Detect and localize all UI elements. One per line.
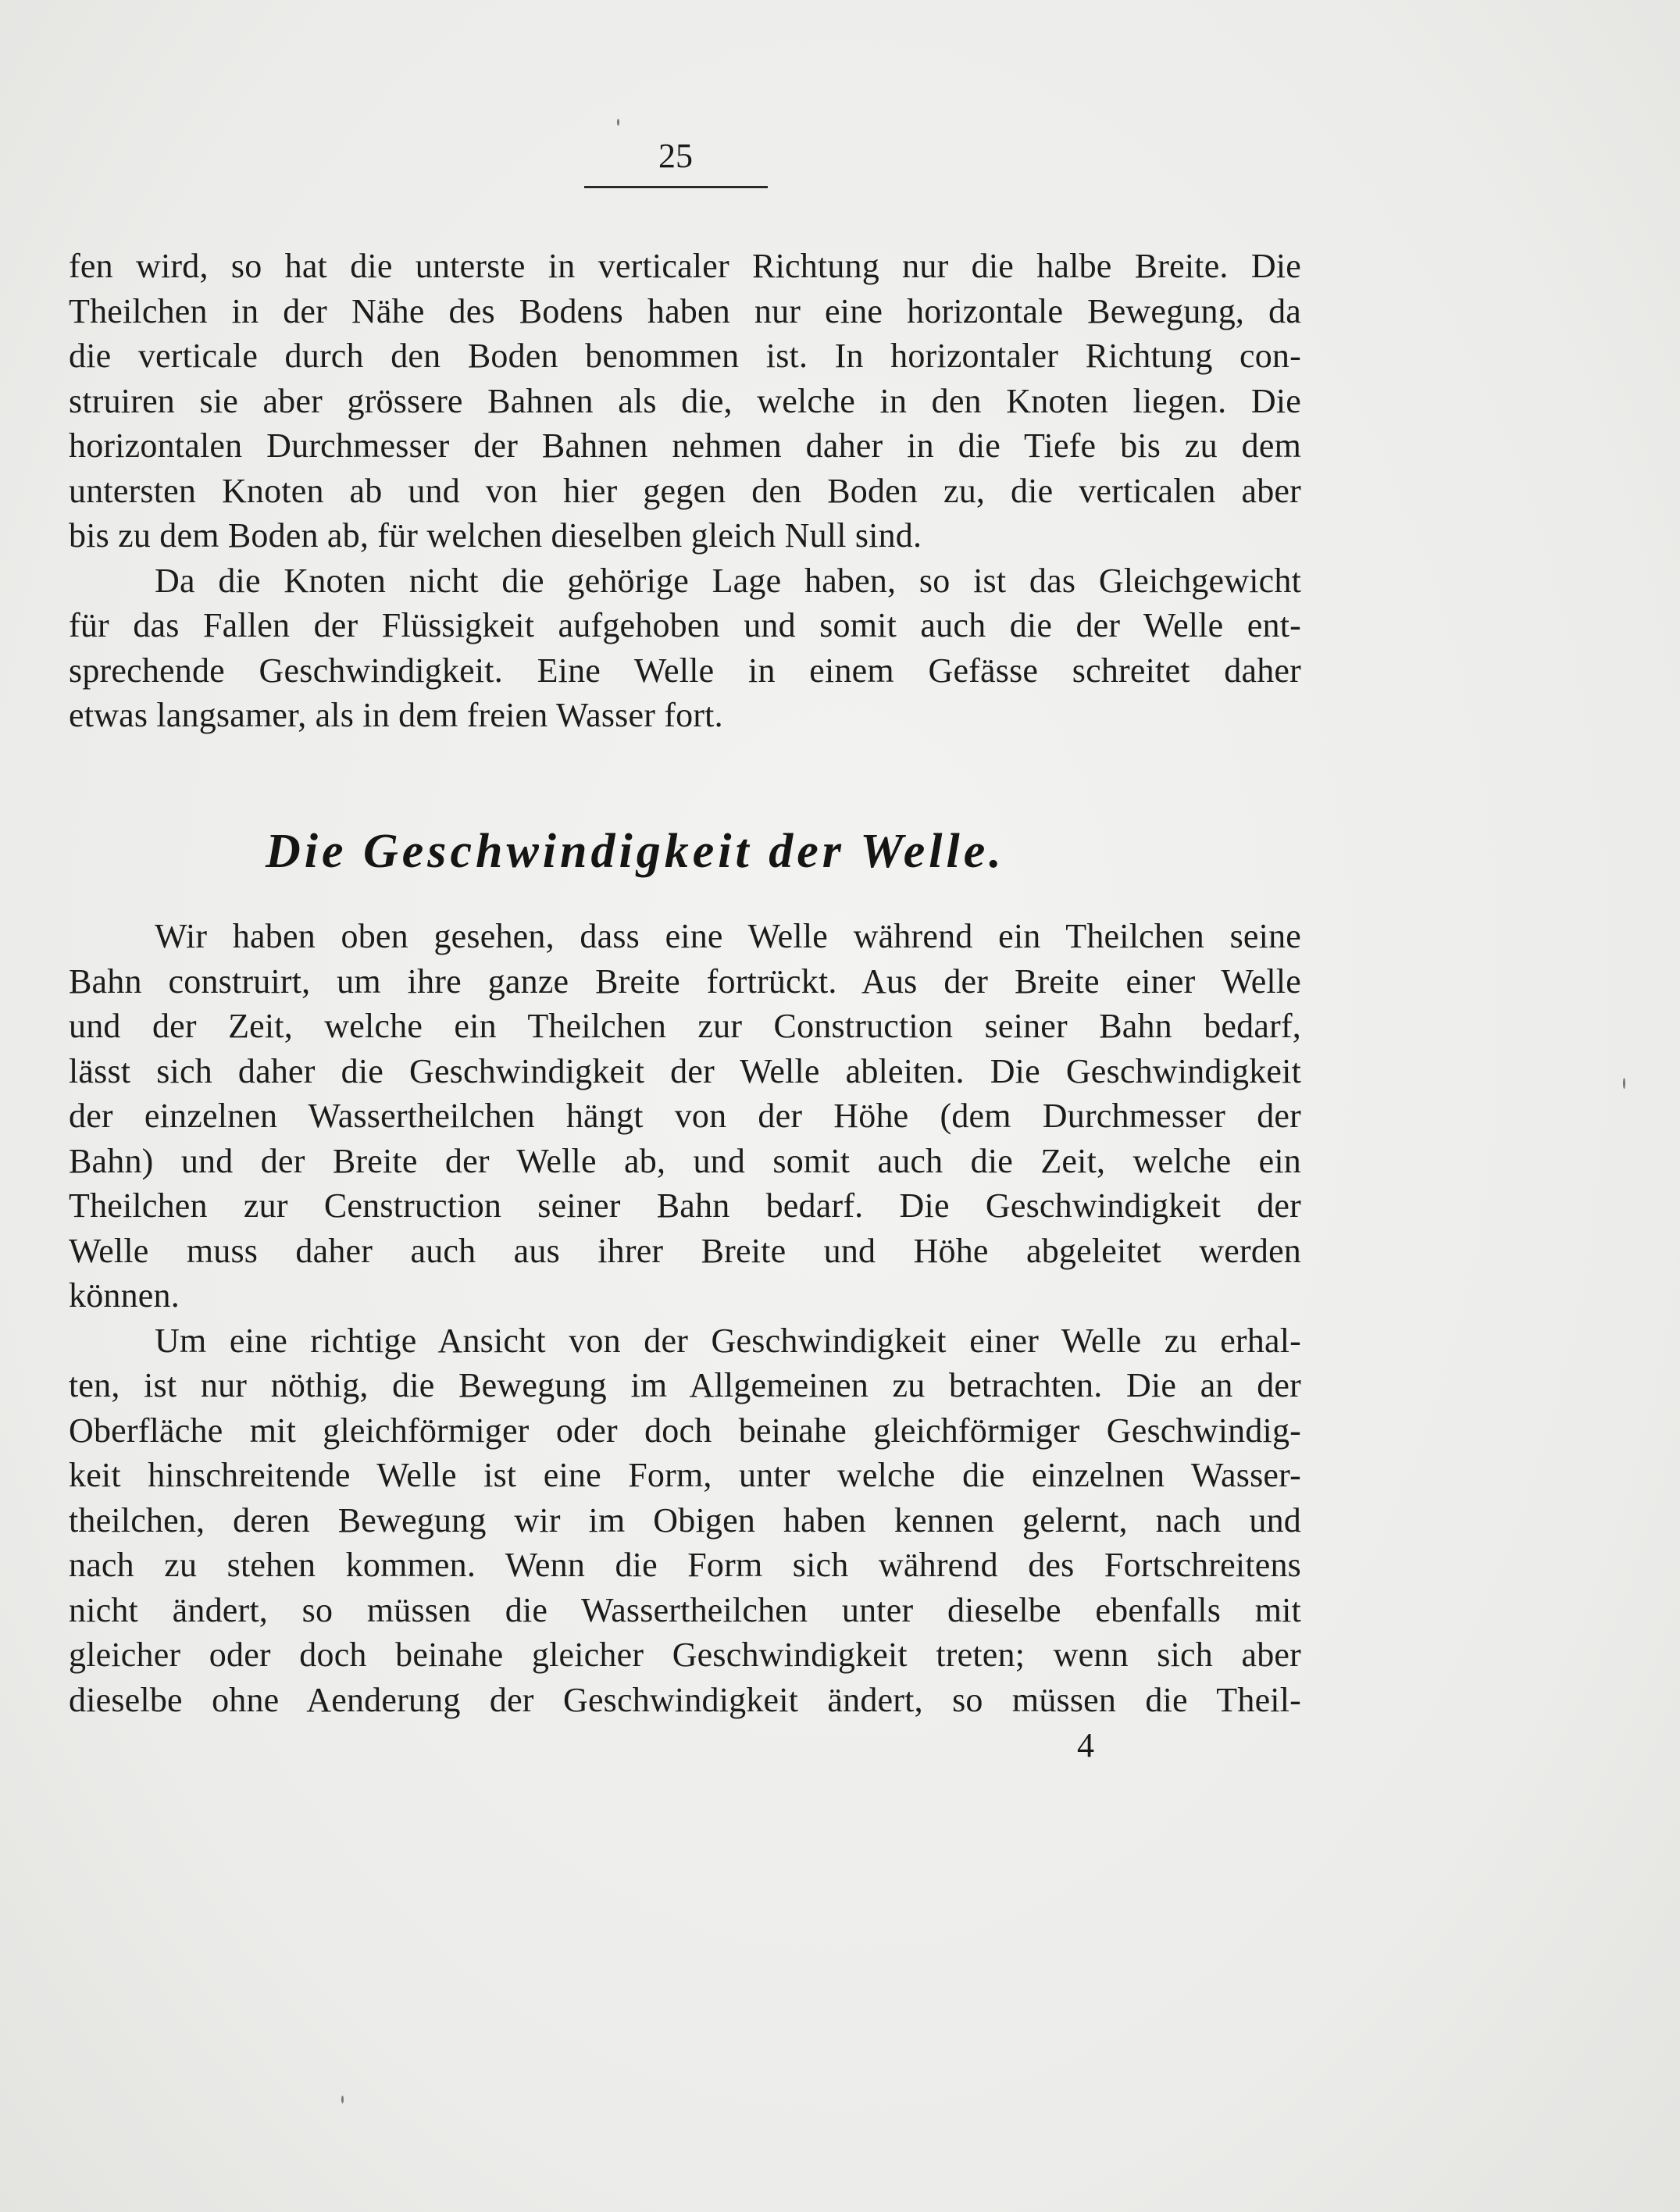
signature-mark: 4 [1077,1726,1094,1764]
text-line: Welle muss daher auch aus ihrer Breite und Höhe abgeleitet werden [69,1231,1301,1270]
paragraph-2 [69,558,1301,738]
text-line: fen wird, so hat die unterste in verticaler Richtung nur die halbe Breite. Die [69,247,1301,285]
text-line: nach zu stehen kommen. Wenn die Form sich während des Fortschreitens [69,1546,1301,1584]
paper-speck [617,119,619,126]
text-line: theilchen, deren Bewegung wir im Obigen haben kennen gelernt, nach und [69,1500,1301,1539]
paragraph-4 [69,1318,1301,1723]
paper-speck [341,2096,344,2103]
page-header [578,133,773,188]
text-line: bis zu dem Boden ab, für welchen dieselben gleich Null sind. [69,516,922,555]
text-line: struiren sie aber grössere Bahnen als die, welche in den Knoten liegen. Die [69,381,1301,420]
text-line: nicht ändert, so müssen die Wassertheilchen unter dieselbe ebenfalls mit [69,1590,1301,1629]
text-line: können. [69,1276,180,1315]
text-line: Bahn construirt, um ihre ganze Breite fortrückt. Aus der Breite einer Welle [69,962,1301,1001]
text-line: für das Fallen der Flüssigkeit aufgehoben und somit auch die der Welle ent- [69,606,1301,644]
text-block-lower [69,914,1301,1722]
text-line: Theilchen in der Nähe des Bodens haben nur eine horizontale Bewegung, da [69,291,1301,330]
text-line: Oberfläche mit gleichförmiger oder doch beinahe gleichförmiger Geschwindig- [69,1411,1301,1450]
paragraph-1 [69,244,1301,558]
text-line: Da die Knoten nicht die gehörige Lage haben, so ist das Gleichgewicht [155,561,1301,600]
text-line: ten, ist nur nöthig, die Bewegung im Allgemeinen zu betrachten. Die an der [69,1366,1301,1404]
text-line: horizontalen Durchmesser der Bahnen nehmen daher in die Tiefe bis zu dem [69,426,1301,465]
paper-speck [1623,1078,1625,1089]
paragraph-3 [69,914,1301,1318]
text-line: Theilchen zur Censtruction seiner Bahn bedarf. Die Geschwindigkeit der [69,1186,1301,1225]
text-line: und der Zeit, welche ein Theilchen zur Construction seiner Bahn bedarf, [69,1007,1301,1045]
text-line: keit hinschreitende Welle ist eine Form, unter welche die einzelnen Wasser- [69,1456,1301,1494]
text-line: sprechende Geschwindigkeit. Eine Welle in einem Gefässe schreitet daher [69,651,1301,690]
text-line: Um eine richtige Ansicht von der Geschwindigkeit einer Welle zu erhal- [155,1321,1301,1360]
text-block-upper [69,244,1301,738]
header-rule [584,186,768,188]
text-line: etwas langsamer, als in dem freien Wasser fort. [69,696,723,734]
text-line: dieselbe ohne Aenderung der Geschwindigkeit ändert, so müssen die Theil- [69,1680,1301,1719]
text-line: Wir haben oben gesehen, dass eine Welle während ein Theilchen seine [155,917,1301,955]
text-line: untersten Knoten ab und von hier gegen den Boden zu, die verticalen aber [69,471,1301,510]
text-line: gleicher oder doch beinahe gleicher Geschwindigkeit treten; wenn sich aber [69,1636,1301,1674]
page-number: 25 [658,137,693,175]
text-line: Bahn) und der Breite der Welle ab, und somit auch die Zeit, welche ein [69,1141,1301,1180]
text-line: der einzelnen Wassertheilchen hängt von der Höhe (dem Durchmesser der [69,1097,1301,1135]
text-line: die verticale durch den Boden benommen ist. In horizontaler Richtung con- [69,337,1301,375]
text-line: lässt sich daher die Geschwindigkeit der Welle ableiten. Die Geschwindigkeit [69,1051,1301,1090]
section-heading: Die Geschwindigkeit der Welle. [266,825,1005,878]
